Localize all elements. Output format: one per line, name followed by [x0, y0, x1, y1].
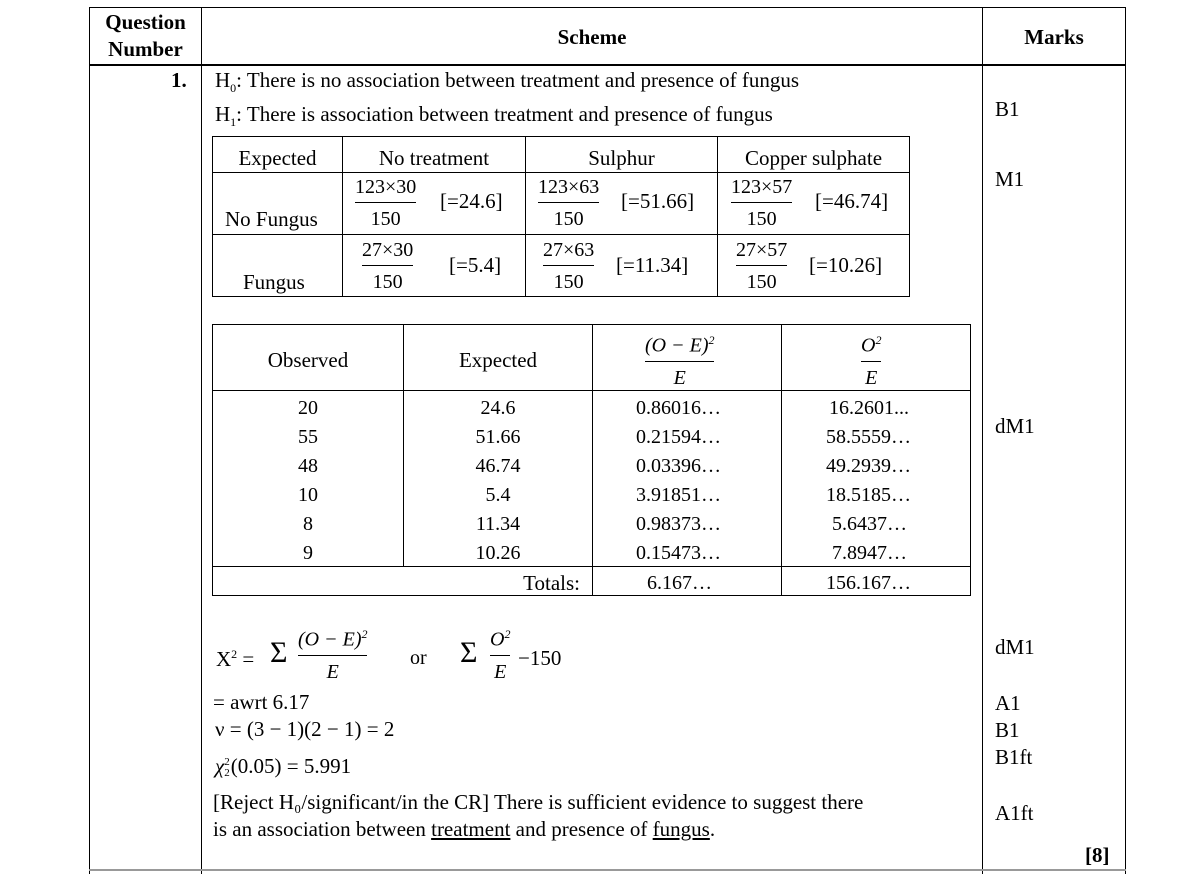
chi-crit-sub: 2 [224, 767, 230, 780]
nu-line: ν = (3 − 1)(2 − 1) = 2 [215, 717, 395, 741]
mark-dm1-a: dM1 [995, 414, 1035, 438]
chi-label [216, 648, 254, 670]
frac2-sup: 2 [504, 627, 511, 641]
obs-oe: 0.86016… [636, 397, 721, 419]
chi-critical-line [215, 756, 351, 779]
obs-observed: 20 [298, 397, 318, 419]
conclusion-period: . [709, 817, 716, 841]
expected-col-copper-sulphate: Copper sulphate [744, 146, 883, 170]
obs-o2e: 7.8947… [832, 542, 907, 564]
o2e-num: O [861, 334, 876, 357]
expected-frac-nf-cs [731, 177, 792, 229]
frame-right [1125, 7, 1126, 874]
frac-den: 150 [553, 271, 584, 293]
question-number: 1. [171, 68, 187, 92]
obs-o2e: 49.2939… [826, 455, 911, 477]
o2e-den: E [865, 366, 878, 389]
frame-bottom [89, 869, 1126, 871]
frac-den: 150 [746, 208, 777, 230]
chi-crit-symbol: χ [215, 754, 225, 778]
expected-value-f-nt: [=5.4] [449, 253, 502, 277]
h0-sub: 0 [230, 81, 237, 96]
obs-observed: 10 [298, 484, 318, 506]
frac-den: 150 [372, 271, 403, 293]
header-number-label: Number [108, 37, 183, 61]
formula-minus-150: −150 [518, 646, 562, 670]
mark-dm1-b: dM1 [995, 635, 1035, 659]
frac-num: 27×57 [736, 239, 788, 261]
obs-totals-label: Totals: [523, 571, 580, 595]
obs-o2e: 58.5559… [826, 426, 911, 448]
obs-oe: 0.98373… [636, 513, 721, 535]
header-question-label: Question [105, 10, 186, 34]
expected-col-no-treatment: No treatment [378, 146, 490, 170]
oe-num: (O − E) [645, 334, 709, 357]
frame-left [89, 7, 90, 874]
frac1-num: (O − E) [298, 628, 362, 651]
expected-frac-f-nt [362, 240, 413, 292]
chi-crit-sup: 2 [224, 756, 230, 769]
frac1-sup: 2 [361, 627, 368, 641]
h1-text: : There is association between treatment and presence of fungus [236, 102, 773, 126]
oe-sup: 2 [708, 333, 715, 347]
formula-frac-1 [298, 628, 367, 682]
obs-observed: 8 [303, 513, 313, 535]
obs-expected: 51.66 [475, 426, 521, 448]
obs-oe: 0.03396… [636, 455, 721, 477]
conclusion-line-2 [213, 819, 715, 840]
frame-top [89, 7, 1126, 8]
obs-expected: 24.6 [480, 397, 516, 419]
expected-col-sulphur: Sulphur [588, 146, 655, 170]
frac2-num: O [490, 628, 505, 651]
obs-header-oe [645, 334, 714, 388]
obs-o2e: 18.5185… [826, 484, 911, 506]
frac-num: 123×30 [355, 176, 417, 198]
obs-oe: 0.21594… [636, 426, 721, 448]
oe-den: E [673, 366, 686, 389]
awrt-line: = awrt 6.17 [213, 690, 310, 714]
conclusion-part-c: and presence of [510, 817, 653, 841]
chi-x: X [216, 647, 232, 671]
obs-oe: 3.91851… [636, 484, 721, 506]
expected-value-nf-cs: [=46.74] [815, 189, 889, 213]
expected-frac-f-s [543, 240, 594, 292]
h1-sub: 1 [230, 115, 237, 130]
expected-frac-nf-nt [355, 177, 416, 229]
obs-observed: 55 [298, 426, 318, 448]
expected-frac-nf-s [538, 177, 599, 229]
obs-expected: 10.26 [475, 542, 521, 564]
formula-frac-2 [490, 628, 510, 682]
conclusion-part-a: is an association between [213, 817, 432, 841]
frac1-den: E [326, 660, 339, 683]
chi-equals: = [242, 647, 255, 671]
obs-total-oe: 6.167… [647, 572, 712, 594]
frac-den: 150 [746, 271, 777, 293]
obs-expected: 5.4 [485, 484, 511, 506]
expected-value-f-cs: [=10.26] [809, 253, 883, 277]
mark-b1: B1 [995, 97, 1020, 121]
obs-observed: 48 [298, 455, 318, 477]
obs-observed: 9 [303, 542, 313, 564]
conclusion-treatment: treatment [431, 817, 511, 841]
expected-value-nf-nt: [=24.6] [440, 189, 503, 213]
chi-crit-rest: (0.05) = 5.991 [230, 754, 352, 778]
conclusion-fungus: fungus [652, 817, 710, 841]
header-question-number [90, 12, 201, 60]
frac-num: 123×63 [538, 176, 600, 198]
expected-value-f-s: [=11.34] [616, 253, 689, 277]
obs-o2e: 5.6437… [832, 513, 907, 535]
expected-row-label-no-fungus: No Fungus [225, 207, 318, 231]
hypothesis-h0 [215, 70, 799, 94]
frac-num: 27×30 [362, 239, 414, 261]
header-bottom-line [89, 64, 1126, 66]
h1-label: H [215, 102, 231, 126]
frac-den: 150 [370, 208, 401, 230]
hypothesis-h1 [215, 104, 773, 128]
mark-a1: A1 [995, 691, 1021, 715]
obs-header-observed: Observed [267, 348, 349, 372]
conclusion-line-1: [Reject H₀/significant/in the CR] There is sufficient evidence to suggest there [213, 790, 864, 814]
obs-expected: 11.34 [475, 513, 521, 535]
mark-a1ft: A1ft [995, 801, 1034, 825]
frac-num: 27×63 [543, 239, 595, 261]
obs-header-o2e [861, 334, 881, 388]
header-scheme: Scheme [557, 25, 627, 49]
frac-den: 150 [553, 208, 584, 230]
frac-num: 123×57 [731, 176, 793, 198]
obs-total-o2e: 156.167… [826, 572, 911, 594]
expected-frac-f-cs [736, 240, 787, 292]
col-divider-marks [982, 7, 983, 874]
mark-b1ft: B1ft [995, 745, 1033, 769]
obs-oe: 0.15473… [636, 542, 721, 564]
obs-o2e: 16.2601... [829, 397, 909, 419]
sigma-1: Σ [270, 636, 288, 669]
sigma-2: Σ [460, 636, 478, 669]
expected-row-label-fungus: Fungus [243, 270, 305, 294]
mark-m1: M1 [995, 167, 1025, 191]
chi-sup: 2 [231, 647, 238, 661]
obs-header-expected: Expected [458, 348, 538, 372]
col-divider-number [201, 7, 202, 874]
o2e-sup: 2 [875, 333, 882, 347]
frac2-den: E [494, 660, 507, 683]
expected-value-nf-s: [=51.66] [621, 189, 695, 213]
obs-expected: 46.74 [475, 455, 521, 477]
h0-text: : There is no association between treatment and presence of fungus [236, 68, 800, 92]
expected-corner: Expected [238, 146, 317, 170]
mark-total: [8] [1085, 843, 1110, 867]
header-marks: Marks [1024, 25, 1084, 49]
mark-b1-b: B1 [995, 718, 1020, 742]
h0-label: H [215, 68, 231, 92]
formula-or: or [410, 647, 427, 669]
